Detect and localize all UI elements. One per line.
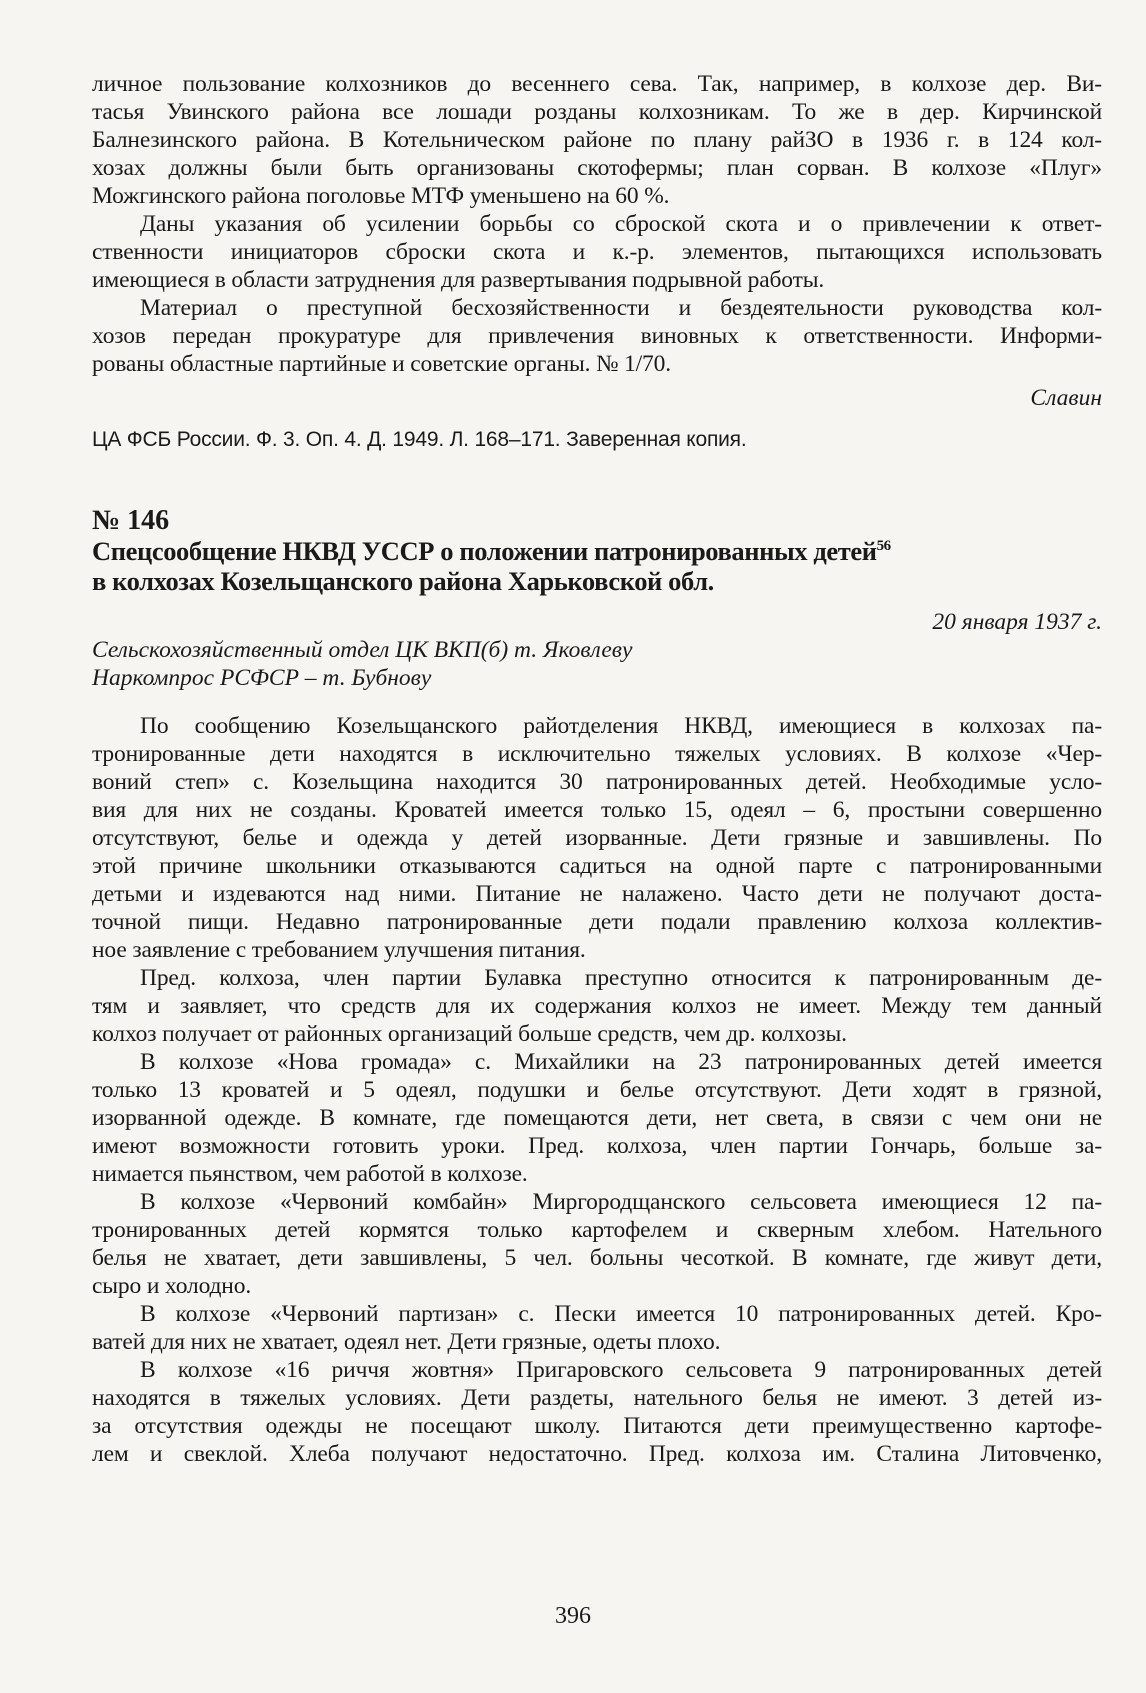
page-number: 396 [555,1603,591,1629]
continuation-paragraph [92,70,1102,210]
footnote-reference[interactable]: 56 [876,538,891,554]
title-line-2: в колхозах Козельщанского района Харьковской обл. [92,566,714,596]
text-line: этой причине школьники отказываются садиться на одной парте с патронированными [92,853,1102,879]
text-line: Балнезинского района. В Котельническом районе по плану райЗО в 1936 г. в 124 кол- [92,127,1102,153]
text-line: Пред. колхоза, член партии Булавка преступно относится к патронированным де- [140,965,1102,991]
body-paragraph-2 [92,964,1102,1048]
body-paragraph-4 [92,1188,1102,1300]
document-page [92,70,1102,1468]
text-line: хозах должны были быть организованы скотофермы; план сорван. В колхозе «Плуг» [92,155,1102,181]
text-line: точной пищи. Недавно патронированные дети подали правлению колхоза коллектив- [92,909,1102,935]
text-line: В колхозе «Нова громада» с. Михайлики на 23 патронированных детей имеется [140,1049,1102,1075]
text-line: ственности инициаторов сброски скота и к.-р. элементов, пытающихся использовать [92,239,1102,265]
text-line: детьми и издеваются над ними. Питание не налажено. Часто дети не получают доста- [92,881,1102,907]
text-line: тям и заявляет, что средств для их содержания колхоз не имеет. Между тем данный [92,993,1102,1019]
text-line: вия для них не созданы. Кроватей имеется только 15, одеял – 6, простыни совершенно [92,797,1102,823]
body-paragraph-6 [92,1356,1102,1468]
text-line: нимается пьянством, чем работой в колхозе. [92,1161,528,1187]
text-line: лем и свеклой. Хлеба получают недостаточно. Пред. колхоза им. Сталина Литовченко, [92,1441,1102,1467]
text-line: рованы областные партийные и советские органы. № 1/70. [92,351,671,377]
text-line: имеют возможности готовить уроки. Пред. колхоза, член партии Гончарь, больше за- [92,1133,1102,1159]
source-citation: ЦА ФСБ России. Ф. 3. Оп. 4. Д. 1949. Л. 168–171. Заверенная копия. [92,428,747,451]
text-line: белья не хватает, дети завшивлены, 5 чел. больны чесоткой. В комнате, где живут дети, [92,1245,1102,1271]
addressee-block [92,636,1102,692]
addressee: Сельскохозяйственный отдел ЦК ВКП(б) т. Яковлеву [92,637,633,663]
text-line: Даны указания об усилении борьбы со сброской скота и о привлечении к ответ- [140,211,1102,237]
body-paragraph-1 [92,712,1102,964]
text-line: В колхозе «Червоний партизан» с. Пески имеется 10 патронированных детей. Кро- [140,1301,1102,1327]
text-line: В колхозе «Червоний комбайн» Миргородщанского сельсовета имеющиеся 12 па- [140,1189,1102,1215]
document-title [92,536,1102,596]
text-line: воний степ» с. Козельщина находится 30 патронированных детей. Необходимые усло- [92,769,1102,795]
text-line: сыро и холодно. [92,1273,252,1299]
body-paragraph-3 [92,1048,1102,1188]
document-number: № 146 [92,505,170,536]
text-line: колхоз получает от районных организаций больше средств, чем др. колхозы. [92,1021,847,1047]
text-line: ватей для них не хватает, одеял нет. Дети грязные, одеты плохо. [92,1329,721,1355]
paragraph [92,294,1102,378]
document-date: 20 января 1937 г. [932,609,1102,635]
paragraph [92,210,1102,294]
text-line: По сообщению Козельщанского райотделения НКВД, имеющиеся в колхозах па- [140,713,1102,739]
text-line: за отсутствия одежды не посещают школу. Питаются дети преимущественно картофе- [92,1413,1102,1439]
signature: Славин [1030,385,1102,411]
text-line: отсутствуют, белье и одежда у детей изорванные. Дети грязные и завшивлены. По [92,825,1102,851]
text-line: тасья Увинского района все лошади розданы колхозникам. То же в дер. Кирчинской [92,99,1102,125]
text-line: имеющиеся в области затруднения для развертывания подрывной работы. [92,267,825,293]
body-paragraph-5 [92,1300,1102,1356]
text-line: Материал о преступной бесхозяйственности и бездеятельности руководства кол- [140,295,1102,321]
text-line: хозов передан прокуратуре для привлечения виновных к ответственности. Информи- [92,323,1102,349]
text-line: изорванной одежде. В комнате, где помещаются дети, нет света, в связи с чем они не [92,1105,1102,1131]
text-line: личное пользование колхозников до весеннего сева. Так, например, в колхозе дер. Ви- [92,71,1102,97]
text-line: Можгинского района поголовье МТФ уменьшено на 60 %. [92,183,670,209]
text-line: тронированных детей кормятся только картофелем и скверным хлебом. Нательного [92,1217,1102,1243]
text-line: В колхозе «16 риччя жовтня» Пригаровского сельсовета 9 патронированных детей [140,1357,1102,1383]
text-line: ное заявление с требованием улучшения питания. [92,937,586,963]
text-line: только 13 кроватей и 5 одеял, подушки и белье отсутствуют. Дети ходят в грязной, [92,1077,1102,1103]
addressee: Наркомпрос РСФСР – т. Бубнову [92,665,432,691]
title-line-1: Спецсообщение НКВД УССР о положении патронированных детей [92,536,877,566]
text-line: тронированные дети находятся в исключительно тяжелых условиях. В колхозе «Чер- [92,741,1102,767]
text-line: находятся в тяжелых условиях. Дети раздеты, нательного белья не имеют. 3 детей из- [92,1385,1102,1411]
